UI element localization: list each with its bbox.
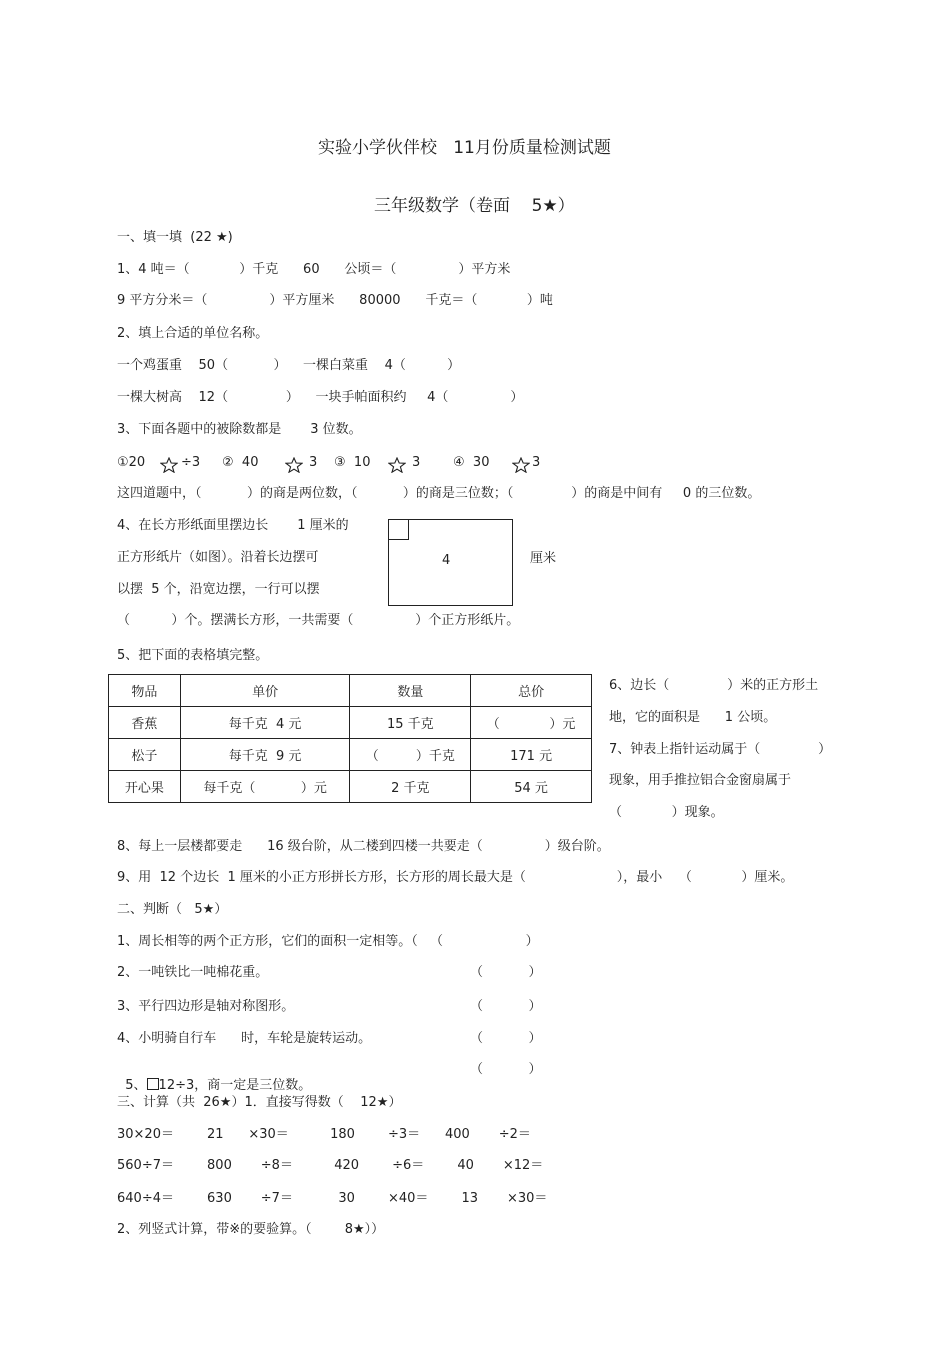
q2-line2: 一棵大树高 12（ ） 一块手帕面积约 4（ ）: [117, 390, 524, 405]
q3-item2-divisor: 3: [309, 455, 318, 470]
page-subtitle: 三年级数学（卷面 5★）: [374, 196, 575, 216]
table-cell: 松子: [109, 739, 181, 771]
table-header: 单价: [180, 675, 350, 707]
q8-line: 8、每上一层楼都要走 16 级台阶，从二楼到四楼一共要走（ ）级台阶。: [117, 839, 610, 854]
q3-item2-dividend: ② 40: [222, 455, 259, 470]
q2-line1: 一个鸡蛋重 50（ ） 一棵白菜重 4（ ）: [117, 358, 461, 373]
q3-item1-dividend: ①20: [117, 455, 146, 470]
judge-item-4: 4、小明骑自行车 时，车轮是旋转运动。: [117, 1031, 372, 1046]
q2-title: 2、填上合适的单位名称。: [117, 326, 269, 341]
q4-line1: 4、在长方形纸面里摆边长 1 厘米的: [117, 518, 349, 533]
table-header: 数量: [350, 675, 471, 707]
calc-row-1: 30×20＝ 21 ×30＝ 180 ÷3＝ 400 ÷2＝: [117, 1127, 531, 1142]
q1-line2: 9 平方分米＝（ ）平方厘米 80000 千克＝（ ）吨: [117, 293, 553, 308]
q6-line2: 地，它的面积是 1 公顷。: [609, 710, 777, 725]
section3-heading: 三、计算（共 26★）1．直接写得数（ 12★）: [117, 1095, 402, 1110]
q5-title: 5、把下面的表格填完整。: [117, 648, 269, 663]
judge-answer-4: （ ）: [470, 1031, 542, 1046]
judge-item-5-number: 5、: [125, 1078, 147, 1093]
judge-answer-3: （ ）: [470, 999, 542, 1014]
q9-line: 9、用 12 个边长 1 厘米的小正方形拼长方形，长方形的周长最大是（ ），最小 （ ）厘米。: [117, 870, 794, 885]
unit-square: [389, 520, 409, 540]
q3-item1-divisor: ÷3: [181, 455, 201, 470]
q6-line1: 6、边长（ ）米的正方形土: [609, 678, 819, 693]
q7-line2: 现象，用手推拉铝合金窗扇属于: [609, 773, 792, 788]
judge-answer-5: （ ）: [470, 1062, 542, 1077]
judge-item-5-text: 12÷3，商一定是三位数。: [158, 1078, 312, 1093]
judge-item-2: 2、一吨铁比一吨棉花重。: [117, 965, 269, 980]
calc-row-3: 640÷4＝ 630 ÷7＝ 30 ×40＝ 13 ×30＝: [117, 1191, 548, 1206]
table-header: 物品: [109, 675, 181, 707]
table-cell: 开心果: [109, 771, 181, 803]
hollow-star-icon: [512, 457, 530, 473]
rectangle-figure: [388, 519, 513, 606]
table-cell: 每千克 9 元: [180, 739, 350, 771]
judge-item-5: [117, 1062, 311, 1094]
table-cell: 香蕉: [109, 707, 181, 739]
table-cell: （ ）元: [471, 707, 592, 739]
judge-item-1: 1、周长相等的两个正方形，它们的面积一定相等。（: [117, 934, 418, 949]
q7-line3: （ ）现象。: [609, 805, 724, 820]
q3-item4-divisor: 3: [532, 455, 541, 470]
table-row: [109, 739, 592, 771]
q3-line2: 这四道题中，（ ）的商是两位数，（ ）的商是三位数；（ ）的商是中间有 0 的三位数。: [117, 486, 761, 501]
judge-answer-1: （ ）: [430, 934, 539, 949]
judge-answer-2: （ ）: [470, 965, 542, 980]
calc-row-2: 560÷7＝ 800 ÷8＝ 420 ÷6＝ 40 ×12＝: [117, 1158, 544, 1173]
goods-table: [108, 674, 592, 803]
table-row: [109, 771, 592, 803]
rectangle-unit-label: 厘米: [530, 551, 557, 566]
table-cell: 54 元: [471, 771, 592, 803]
table-cell: 171 元: [471, 739, 592, 771]
q4-line2: 正方形纸片（如图）。沿着长边摆可: [117, 550, 319, 565]
hollow-star-icon: [160, 457, 178, 473]
hollow-star-icon: [388, 457, 406, 473]
hollow-star-icon: [285, 457, 303, 473]
table-cell: 每千克（ ）元: [180, 771, 350, 803]
judge-item-3: 3、平行四边形是轴对称图形。: [117, 999, 295, 1014]
table-header: 总价: [471, 675, 592, 707]
table-header-row: [109, 675, 592, 707]
rectangle-length-label: 4: [442, 553, 451, 568]
q3-title: 3、下面各题中的被除数都是 3 位数。: [117, 422, 362, 437]
q3-item3-dividend: ③ 10: [334, 455, 371, 470]
empty-box-icon: [147, 1078, 159, 1090]
table-row: [109, 707, 592, 739]
q4-line3: 以摆 5 个，沿宽边摆，一行可以摆: [117, 582, 320, 597]
section2-heading: 二、判断（ 5★）: [117, 902, 228, 917]
q3-item4-dividend: ④ 30: [453, 455, 490, 470]
table-cell: 15 千克: [350, 707, 471, 739]
table-cell: 每千克 4 元: [180, 707, 350, 739]
section3-sub2: 2、列竖式计算，带※的要验算。（ 8★））: [117, 1222, 385, 1237]
q3-item3-divisor: 3: [412, 455, 421, 470]
page-title: 实验小学伙伴校 11月份质量检测试题: [318, 138, 611, 158]
q7-line1: 7、钟表上指针运动属于（ ）: [609, 742, 832, 757]
table-cell: （ ）千克: [350, 739, 471, 771]
table-cell: 2 千克: [350, 771, 471, 803]
q4-line4: （ ）个。摆满长方形，一共需要（ ）个正方形纸片。: [117, 613, 520, 628]
q1-line1: 1、4 吨＝（ ）千克 60 公顷＝（ ）平方米: [117, 262, 511, 277]
section1-heading: 一、填一填 (22 ★): [117, 230, 233, 245]
